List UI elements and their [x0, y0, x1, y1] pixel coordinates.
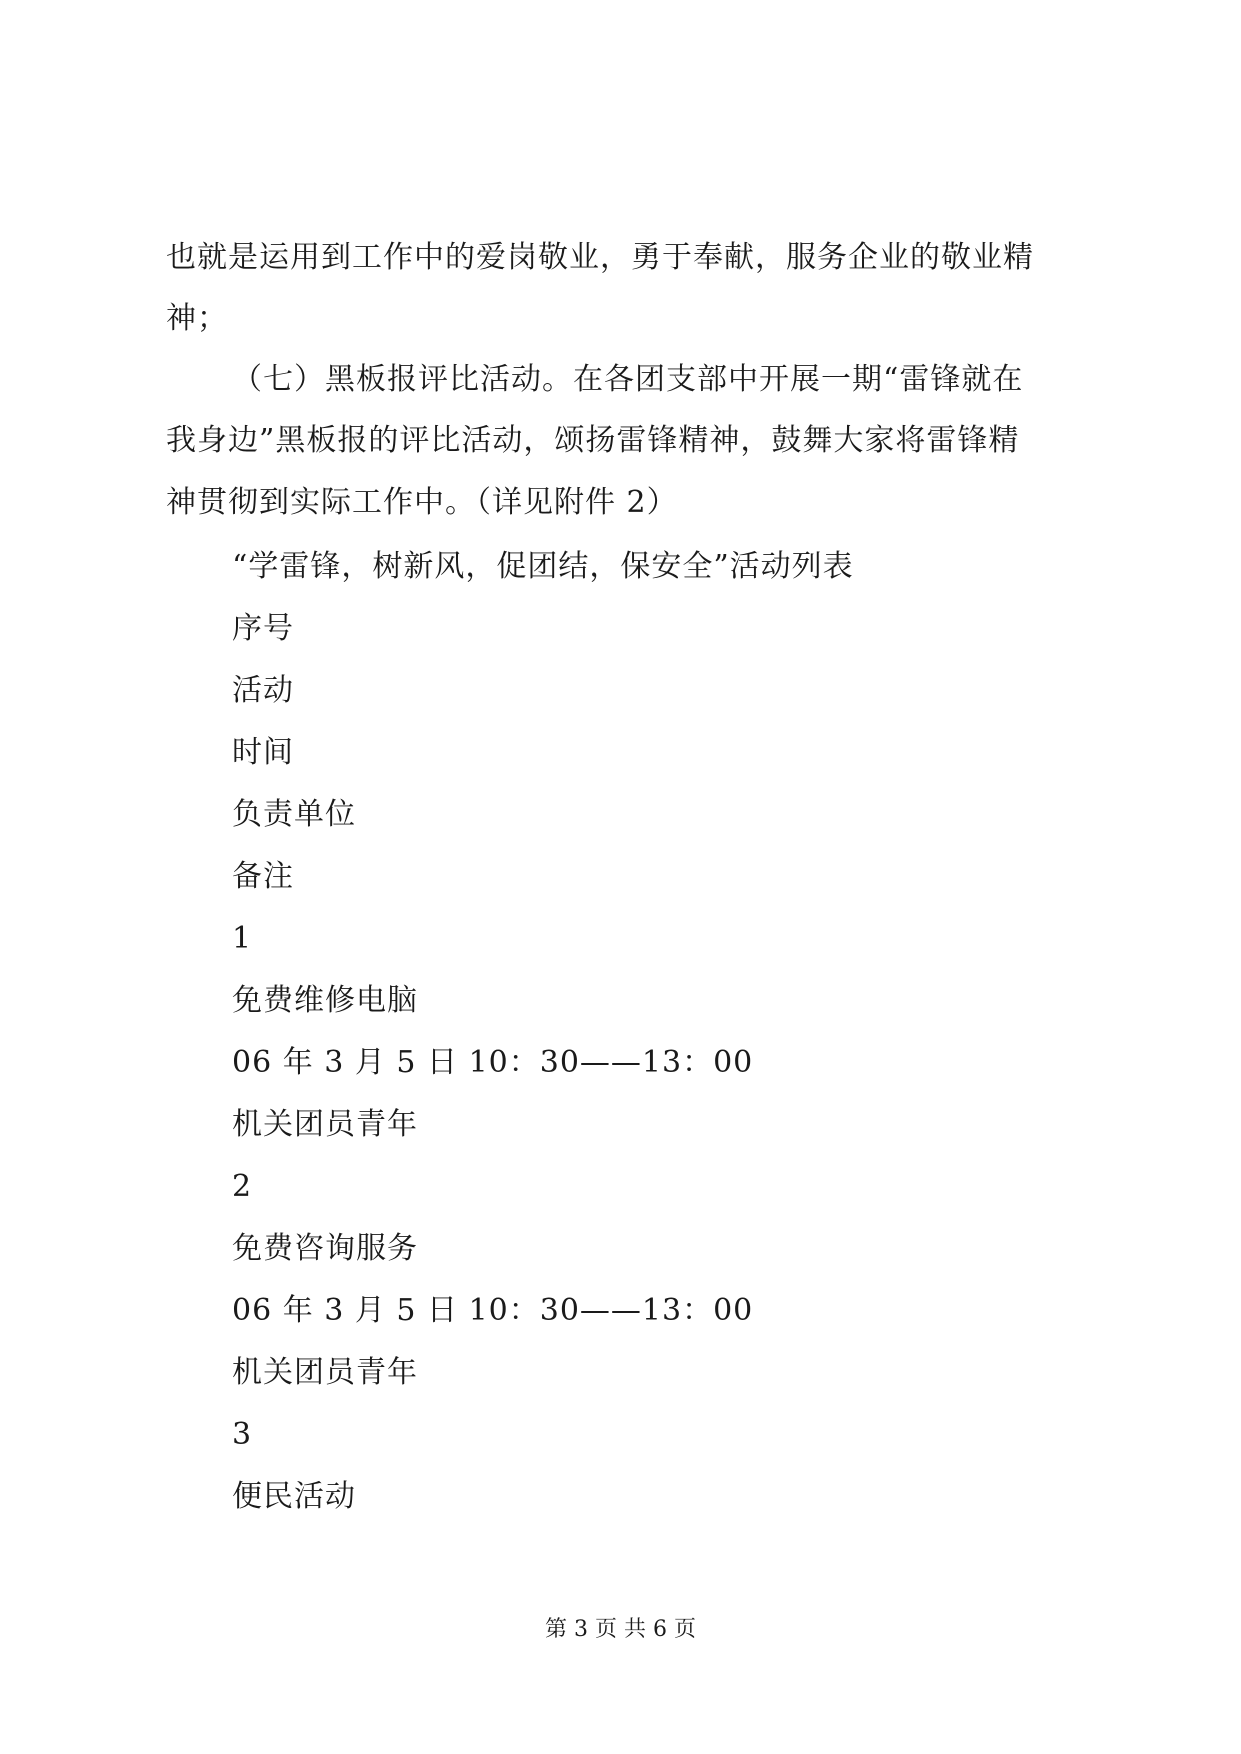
- table-line: 免费维修电脑: [232, 983, 418, 1018]
- table-line: 负责单位: [232, 797, 356, 832]
- table-line: 1: [232, 921, 253, 956]
- paragraph-line: 神；: [166, 301, 228, 336]
- paragraph-line: 也就是运用到工作中的爱岗敬业，勇于奉献，服务企业的敬业精: [166, 240, 1034, 275]
- table-line: 机关团员青年: [232, 1107, 418, 1142]
- paragraph-line: （七）黑板报评比活动。在各团支部中开展一期“雷锋就在: [232, 362, 1024, 397]
- table-line: 备注: [232, 859, 294, 894]
- paragraph-line: 我身边”黑板报的评比活动，颂扬雷锋精神，鼓舞大家将雷锋精: [166, 423, 1020, 458]
- table-line: 序号: [232, 611, 294, 646]
- table-line: 活动: [232, 673, 294, 708]
- table-line: 06 年 3 月 5 日 10：30——13：00: [232, 1045, 754, 1080]
- page-footer: 第 3 页 共 6 页: [545, 1617, 696, 1642]
- table-line: 2: [232, 1169, 253, 1204]
- table-line: 便民活动: [232, 1479, 356, 1514]
- table-line: 06 年 3 月 5 日 10：30——13：00: [232, 1293, 754, 1328]
- table-title: “学雷锋，树新风，促团结，保安全”活动列表: [232, 549, 854, 584]
- table-line: 时间: [232, 735, 294, 770]
- paragraph-line: 神贯彻到实际工作中。（详见附件 2）: [166, 485, 678, 520]
- table-line: 机关团员青年: [232, 1355, 418, 1390]
- table-line: 3: [232, 1417, 253, 1452]
- table-line: 免费咨询服务: [232, 1231, 418, 1266]
